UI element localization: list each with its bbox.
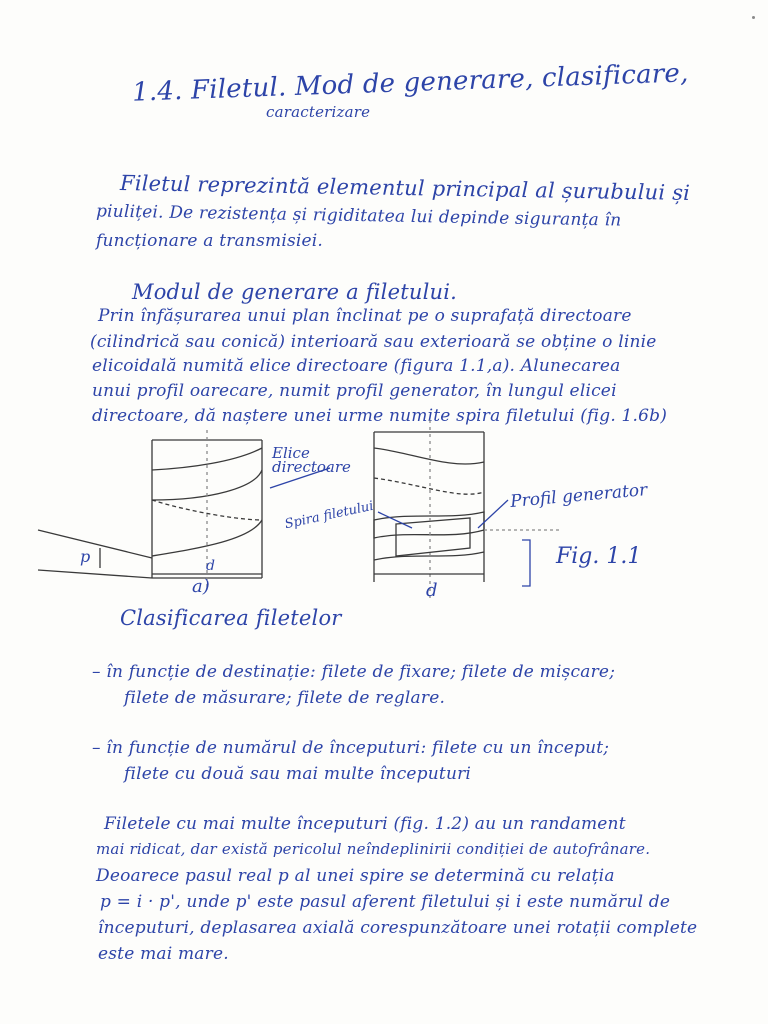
generation-line-4: unui profil oarecare, numit profil generator, în lungul elicei (92, 381, 617, 401)
classification-item-1-line-1: – în funcție de destinație: filete de fixare; filete de mișcare; (92, 662, 616, 682)
closing-line-4: p = i · p', unde p' este pasul aferent filetului și i este numărul de (100, 892, 671, 912)
classification-heading: Clasificarea filetelor (120, 606, 342, 630)
page-subtitle: caracterizare (266, 103, 371, 121)
label-d-right: d (426, 580, 438, 601)
label-elice: Elice directoare (272, 444, 351, 476)
pitch-angle-line (38, 530, 152, 558)
right-helix-mid (374, 478, 484, 494)
label-a: a) (192, 576, 210, 597)
label-fig: Fig. 1.1 (556, 544, 642, 569)
right-helix-top (374, 448, 484, 464)
label-spira: Spira filetului (283, 498, 375, 533)
label-profil: Profil generator (509, 480, 649, 512)
fig-bracket (522, 540, 530, 586)
closing-line-2: mai ridicat, dar există pericolul neîndeplinirii condiției de autofrânare. (96, 840, 651, 858)
classification-item-2-line-2: filete cu două sau mai multe începuturi (124, 764, 472, 784)
right-cylinder-outline (374, 432, 484, 582)
closing-line-6: este mai mare. (98, 944, 229, 964)
right-thread-inner (396, 518, 470, 556)
page-corner-dot (752, 16, 755, 19)
closing-line-1: Filetele cu mai multe începuturi (fig. 1.2) au un randament (104, 814, 626, 834)
pitch-base-line (38, 570, 152, 578)
profil-leader (478, 500, 508, 528)
closing-line-3: Deoarece pasul real p al unei spire se determină cu relația (96, 866, 615, 886)
generation-line-1: Prin înfășurarea unui plan înclinat pe o suprafață directoare (98, 306, 632, 326)
page-title: 1.4. Filetul. Mod de generare, clasificare, (131, 58, 689, 108)
generation-line-5: directoare, dă naștere unei urme numite spira filetului (fig. 1.6b) (92, 406, 668, 426)
classification-item-2-line-1: – în funcție de numărul de începuturi: filete cu un început; (92, 738, 610, 758)
label-p: p (80, 547, 91, 566)
intro-line-2: piuliței. De rezistența și rigiditatea lui depinde siguranța în (95, 201, 622, 231)
right-thread-base (374, 552, 484, 560)
spira-leader (378, 512, 412, 528)
classification-item-1-line-2: filete de măsurare; filete de reglare. (124, 688, 446, 708)
generation-heading: Modul de generare a filetului. (132, 280, 457, 304)
intro-line-1: Filetul reprezintă elementul principal al șurubului și (119, 171, 691, 205)
generation-line-3: elicoidală numită elice directoare (figura 1.1,a). Alunecarea (92, 356, 621, 376)
label-d-left: d (206, 558, 215, 574)
intro-line-3: funcționare a transmisiei. (96, 231, 324, 251)
generation-line-2: (cilindrică sau conică) interioară sau exterioară se obține o linie (90, 332, 657, 352)
closing-line-5: începuturi, deplasarea axială corespunzătoare unei rotații complete (98, 918, 698, 938)
right-thread-band (374, 512, 484, 538)
